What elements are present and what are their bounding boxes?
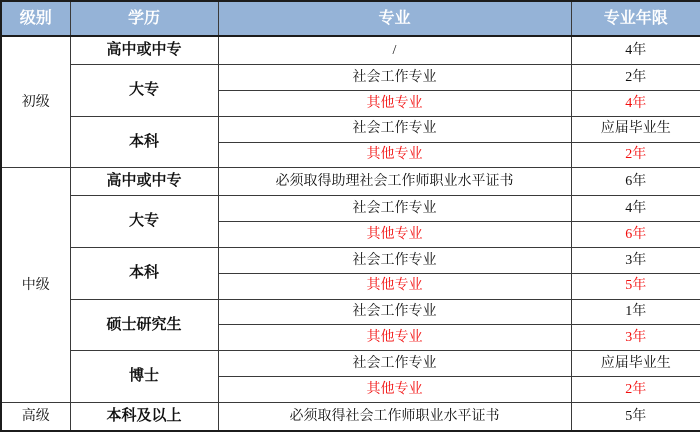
- cell-education: 高中或中专: [70, 36, 218, 64]
- table-body: [1, 36, 700, 431]
- cell-major: 必须取得社会工作师职业水平证书: [218, 403, 571, 431]
- cell-years: 4年: [571, 196, 700, 222]
- table-row: [1, 299, 700, 325]
- cell-major: 其他专业: [218, 90, 571, 116]
- cell-major: /: [218, 36, 571, 64]
- cell-level: 中级: [1, 168, 70, 403]
- header-major: 专业: [218, 1, 571, 36]
- table-row: [1, 64, 700, 90]
- cell-level: 高级: [1, 403, 70, 431]
- cell-major: 社会工作专业: [218, 351, 571, 377]
- header-level: 级别: [1, 1, 70, 36]
- table-row: [1, 168, 700, 196]
- table-row: [1, 247, 700, 273]
- table-row: [1, 351, 700, 377]
- cell-education: 硕士研究生: [70, 299, 218, 351]
- cell-years: 2年: [571, 377, 700, 403]
- cell-years: 1年: [571, 299, 700, 325]
- cell-major: 其他专业: [218, 325, 571, 351]
- cell-major: 社会工作专业: [218, 64, 571, 90]
- cell-major: 社会工作专业: [218, 116, 571, 142]
- table-row: [1, 403, 700, 431]
- cell-years: 应届毕业生: [571, 116, 700, 142]
- cell-education: 高中或中专: [70, 168, 218, 196]
- cell-education: 大专: [70, 196, 218, 248]
- cell-years: 2年: [571, 142, 700, 168]
- cell-major: 其他专业: [218, 273, 571, 299]
- table-row: [1, 36, 700, 64]
- cell-major: 其他专业: [218, 221, 571, 247]
- cell-level: 初级: [1, 36, 70, 168]
- header-row: [1, 1, 700, 36]
- cell-education: 大专: [70, 64, 218, 116]
- cell-years: 4年: [571, 36, 700, 64]
- cell-years: 3年: [571, 325, 700, 351]
- cell-years: 2年: [571, 64, 700, 90]
- cell-major: 社会工作专业: [218, 196, 571, 222]
- cell-years: 3年: [571, 247, 700, 273]
- cell-major: 社会工作专业: [218, 299, 571, 325]
- table-header: [1, 1, 700, 36]
- header-years: 专业年限: [571, 1, 700, 36]
- cell-major: 社会工作专业: [218, 247, 571, 273]
- table-row: [1, 196, 700, 222]
- cell-years: 6年: [571, 168, 700, 196]
- cell-education: 博士: [70, 351, 218, 403]
- cell-major: 其他专业: [218, 142, 571, 168]
- cell-education: 本科及以上: [70, 403, 218, 431]
- cell-years: 5年: [571, 273, 700, 299]
- cell-major: 其他专业: [218, 377, 571, 403]
- cell-years: 应届毕业生: [571, 351, 700, 377]
- cell-years: 6年: [571, 221, 700, 247]
- cell-years: 5年: [571, 403, 700, 431]
- cell-education: 本科: [70, 116, 218, 168]
- cell-major: 必须取得助理社会工作师职业水平证书: [218, 168, 571, 196]
- table-row: [1, 116, 700, 142]
- cell-years: 4年: [571, 90, 700, 116]
- header-education: 学历: [70, 1, 218, 36]
- cell-education: 本科: [70, 247, 218, 299]
